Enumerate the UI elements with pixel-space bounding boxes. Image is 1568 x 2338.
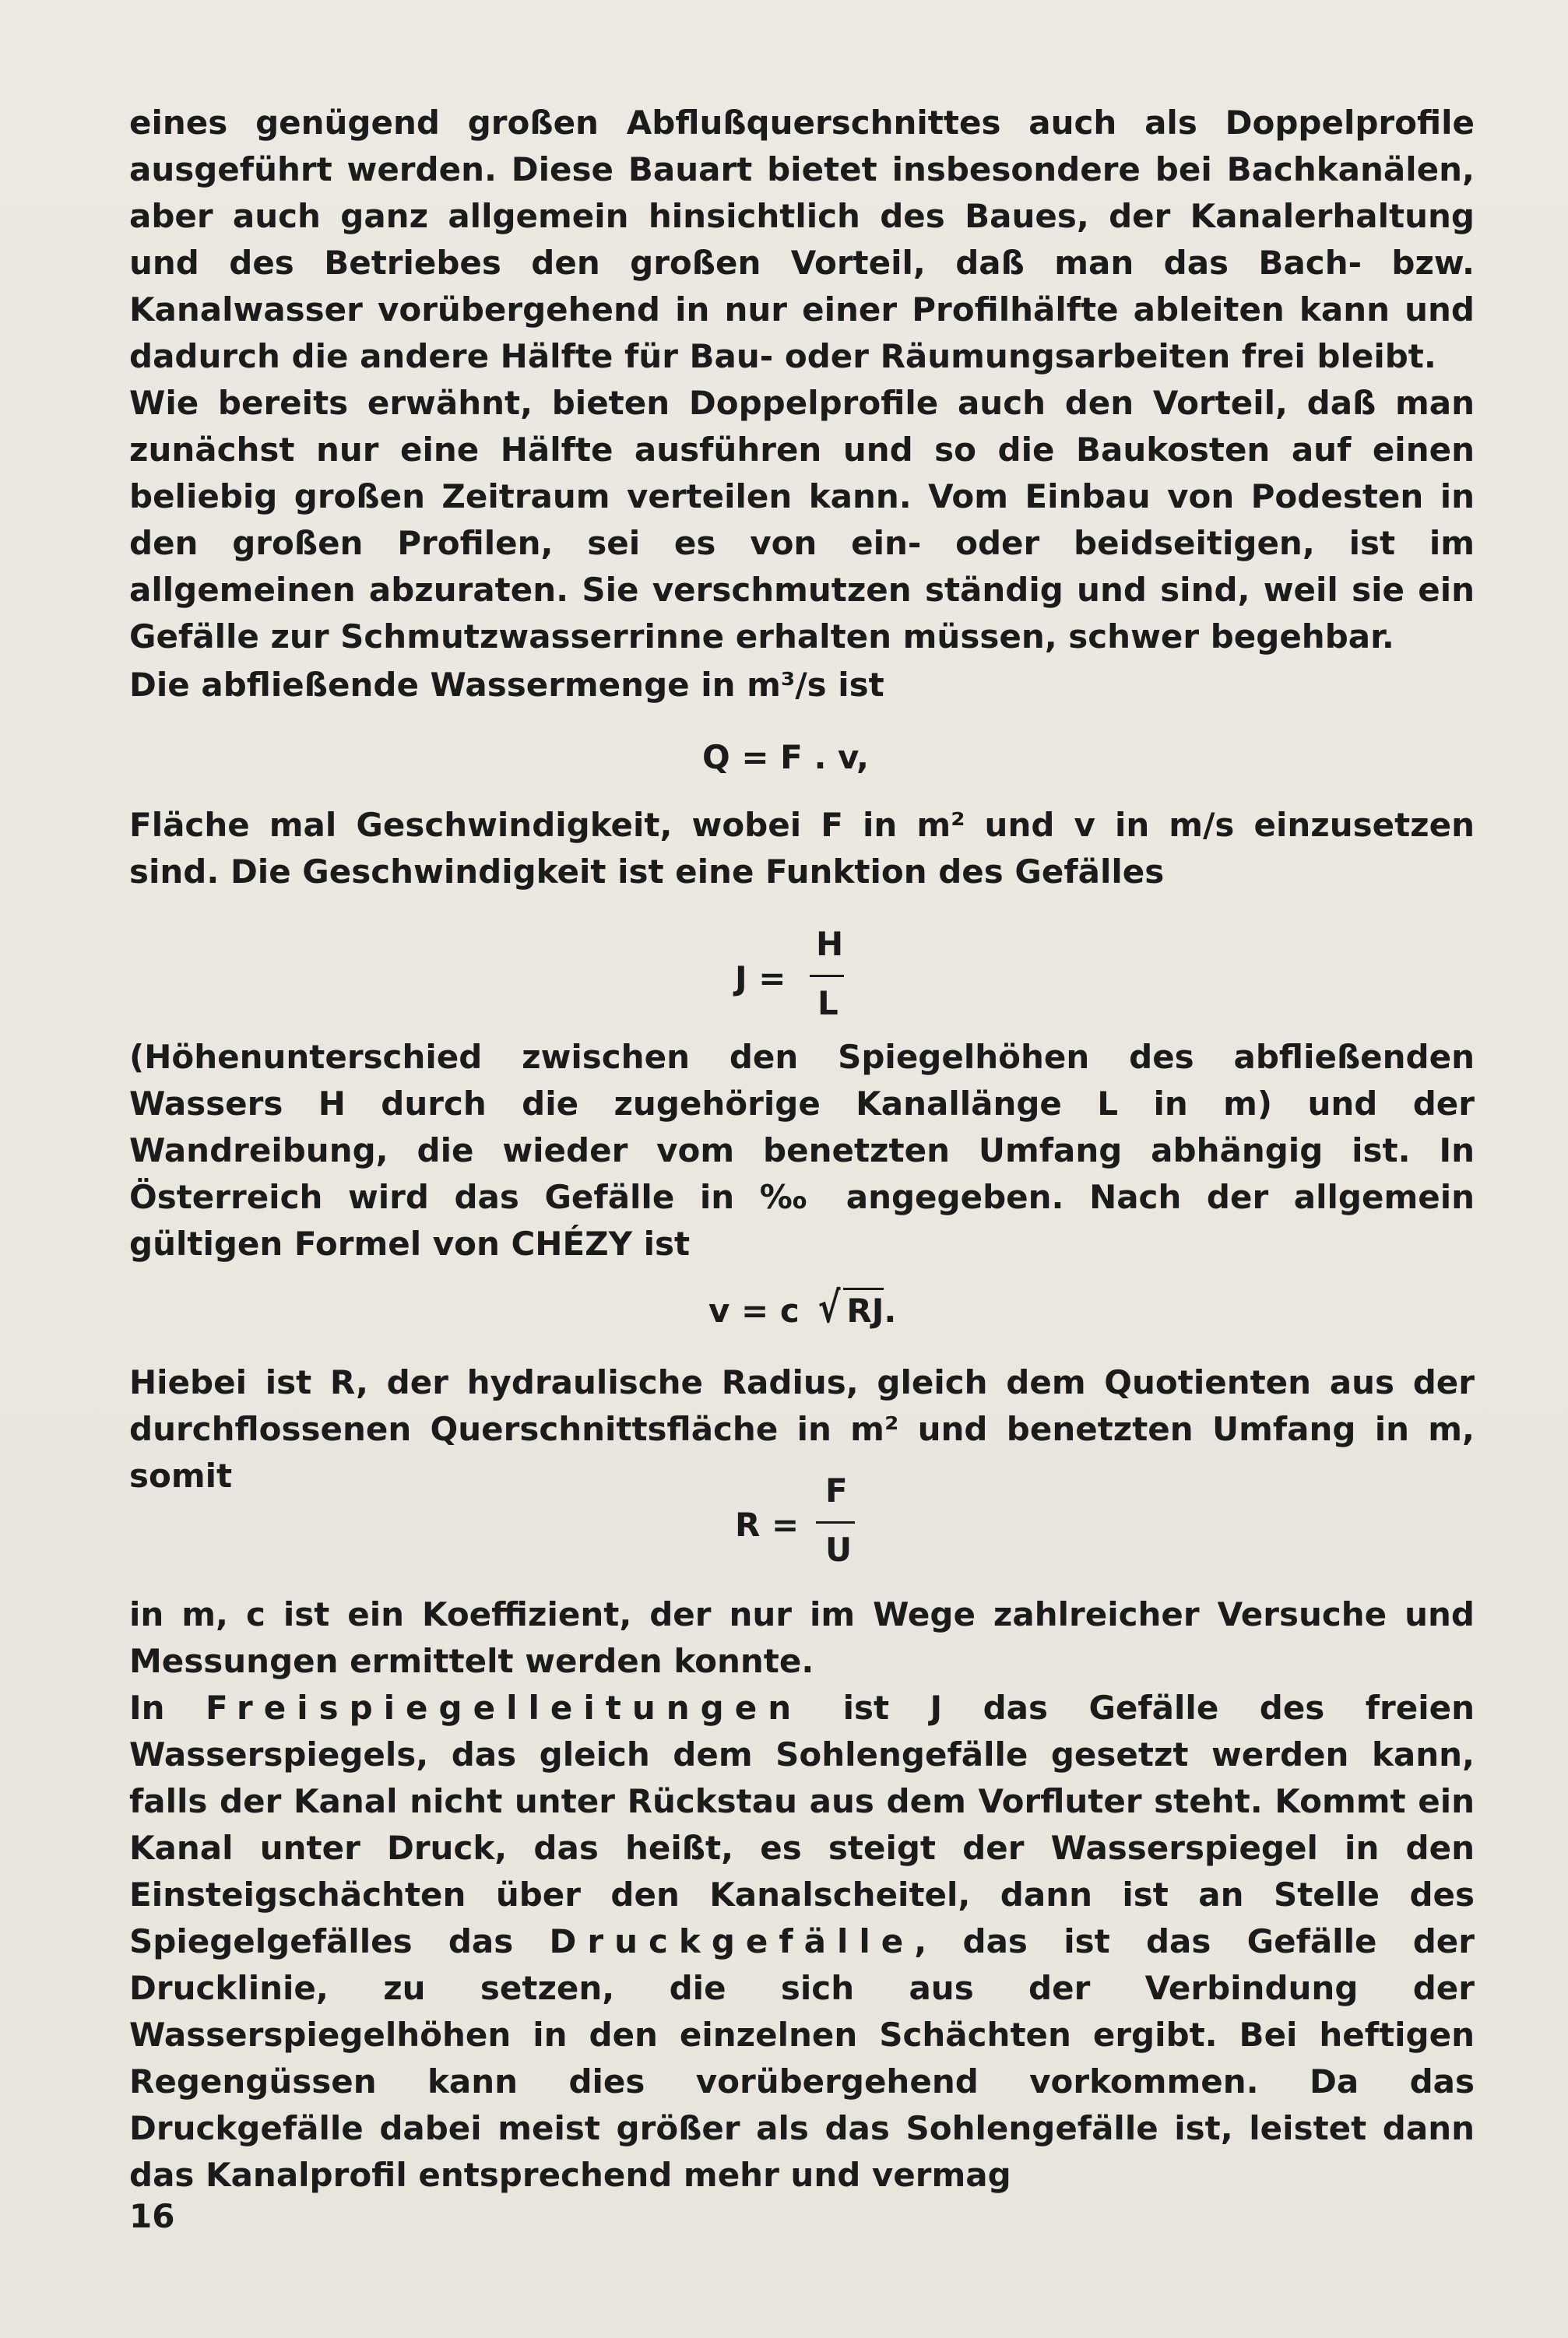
- paragraph-8-mid: ist J das Gefälle des freien Wasserspiegels, das gleich dem Sohlengefälle gesetzt werden kann, falls der Kanal nicht unter Rückstau aus dem Vorfluter steht. Kommt ein Kanal unter Druck, das heißt, es steigt der Wasserspiegel in den Einsteigschächten über den Kanalscheitel, dann ist an Stelle des Spiegelgefälles das: [129, 1689, 1475, 1960]
- term-druckgefaelle: Druckgefälle: [549, 1922, 915, 1960]
- formula-chezy-end: .: [884, 1292, 897, 1330]
- paragraph-2-block: [129, 380, 1475, 660]
- term-freispiegelleitungen: Freispiegelleitungen: [206, 1689, 803, 1727]
- formula-slope-lhs: J =: [735, 959, 786, 997]
- paragraph-8-lead: In: [129, 1689, 165, 1727]
- paragraph-7-block: [129, 1591, 1475, 1685]
- paragraph-2: Wie bereits erwähnt, bieten Doppelprofile auch den Vorteil, daß man zunächst nur eine Hälfte ausführen und so die Baukosten auf einen beliebig großen Zeitraum verteilen kann. Vom Einbau von Podesten in den großen Profilen, sei es von ein- oder beidseitigen, ist im allgemeinen abzuraten. Sie verschmutzen ständig und sind, weil sie ein Gefälle zur Schmutzwasserrinne erhalten müssen, schwer begehbar.: [129, 384, 1475, 656]
- paragraph-5: (Höhenunterschied zwischen den Spiegelhöhen des abfließenden Wassers H durch die zugehörige Kanallänge L in m) und der Wandreibung, die wieder vom benetzten Umfang abhängig ist. In Österreich wird das Gefälle in ‰ angegeben. Nach der allgemein gültigen Formel von CHÉZY ist: [129, 1038, 1475, 1263]
- paragraph-5-block: [129, 1034, 1475, 1267]
- formula-slope-bar: [810, 975, 844, 977]
- paragraph-4: Fläche mal Geschwindigkeit, wobei F in m² und v in m/s einzusetzen sind. Die Geschwindigkeit ist eine Funktion des Gefälles: [129, 806, 1475, 891]
- formula-slope: [735, 925, 860, 1034]
- formula-chezy-radicand: RJ: [843, 1288, 884, 1330]
- formula-chezy: [708, 1283, 896, 1332]
- page-number: 16: [129, 2197, 175, 2235]
- formula-radius-bar: [816, 1521, 855, 1524]
- show-through-texture: [701, 895, 712, 931]
- formula-radius-numerator: F: [825, 1471, 848, 1510]
- paragraph-3: Die abfließende Wassermenge in m³/s ist: [129, 666, 884, 704]
- paragraph-7: in m, c ist ein Koeffizient, der nur im Wege zahlreicher Versuche und Messungen ermittelt werden konnte.: [129, 1595, 1475, 1680]
- paragraph-8: [129, 1685, 1475, 2199]
- formula-radius-denominator: U: [825, 1531, 853, 1569]
- formula-slope-numerator: H: [816, 925, 844, 963]
- paragraph-4-block: [129, 802, 1475, 895]
- paragraph-1-block: [129, 100, 1475, 380]
- formula-flow: Q = F . v,: [702, 738, 869, 776]
- paragraph-1: eines genügend großen Abflußquerschnittes auch als Doppelprofile ausgeführt werden. Diese Bauart bietet insbesondere bei Bachkanälen, aber auch ganz allgemein hinsichtlich des Baues, der Kanalerhaltung und des Betriebes den großen Vorteil, daß man das Bach- bzw. Kanalwasser vorübergehend in nur einer Profilhälfte ableiten kann und dadurch die andere Hälfte für Bau- oder Räumungsarbeiten frei bleibt.: [129, 104, 1475, 375]
- formula-radius-lhs: R =: [735, 1506, 800, 1544]
- paragraph-8-block: [129, 1685, 1475, 2199]
- paragraph-8-tail: , das ist das Gefälle der Drucklinie, zu setzen, die sich aus der Verbindung der Wasserspiegelhöhen in den einzelnen Schächten ergibt. Bei heftigen Regengüssen kann dies vorübergehend vorkommen. Da das Druckgefälle dabei meist größer als das Sohlengefälle ist, leistet dann das Kanalprofil entsprechend mehr und vermag: [129, 1922, 1475, 2194]
- formula-chezy-lhs: v = c: [708, 1292, 800, 1330]
- formula-slope-denominator: L: [817, 984, 838, 1022]
- paragraph-3-block: [129, 662, 1475, 708]
- sqrt-icon: √: [817, 1283, 841, 1332]
- formula-radius: [735, 1471, 860, 1580]
- paragraph-6: Hiebei ist R, der hydraulische Radius, gleich dem Quotienten aus der durchflossenen Querschnittsfläche in m² und benetzten Umfang in m, somit: [129, 1363, 1475, 1495]
